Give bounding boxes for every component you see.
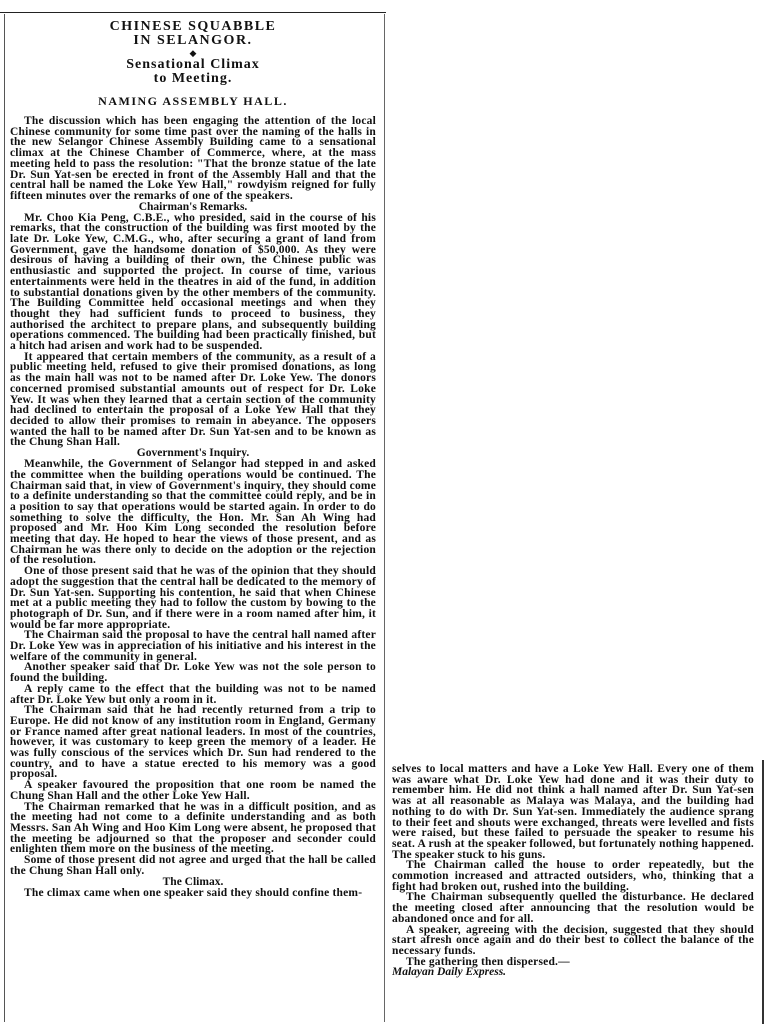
paragraph: A reply came to the effect that the building was not to be named after Dr. Loke Yew but only a room in it. [10, 682, 376, 706]
deck-line-1: Sensational Climax [126, 57, 260, 72]
paragraph-closing: The gathering then dispersed.— [406, 955, 570, 968]
left-column-rule [4, 14, 5, 1022]
subheading-the-climax: The Climax. [162, 875, 224, 888]
paragraph: Meanwhile, the Government of Selangor had stepped in and asked the committee when the building operations would be continued. The Chairman said that, in view of Government's inquiry, they should come to a definite understanding so that the committee could reply, and be in a position to say that operations would be started again. In order to do something to solve the difficulty, the Hon. Mr. San Ah Wing had proposed and Mr. Hoo Kim Long seconded the resolution before meeting that day. He hoped to hear the views of those present, and as Chairman he was there only to decide on the adoption or the rejection of the resolution. [10, 458, 376, 567]
paragraph: The Chairman called the house to order repeatedly, but the commotion increased and attracted outsiders, who, thinking that a fight had broken out, rushed into the building. [392, 859, 754, 893]
deck-line-2: to Meeting. [153, 71, 233, 86]
article-column-1 [10, 20, 376, 1024]
right-edge-rule [762, 760, 764, 1024]
paragraph: The climax came when one speaker said they should confine them- [24, 886, 363, 899]
paragraph: The Chairman remarked that he was in a difficult position, and as the meeting had not come to a definite understanding and as both Messrs. San Ah Wing and Hoo Kim Long were absent, he proposed that the meeting be adjourned so that the proposer and seconder could enlighten them more on the business of the meeting. [10, 800, 376, 856]
headline-line-1: CHINESE SQUABBLE [109, 20, 277, 34]
paragraph: The Chairman said the proposal to have the central hall named after Dr. Loke Yew was in appreciation of his initiative and his interest in the welfare of the community in general. [10, 629, 376, 663]
paragraph: One of those present said that he was of the opinion that they should adopt the suggestion that the central hall be dedicated to the memory of Dr. Sun Yat-sen. Supporting his contention, he said that when Chinese met at a public meeting they had to follow the custom by bowing to the photograph of Dr. Sun, and if there were in a room named after him, it would be far more appropriate. [10, 565, 376, 631]
article-column-2 [392, 764, 754, 1020]
paragraph: The Chairman said that he had recently returned from a trip to Europe. He did not know of any institution room in England, Germany or France named after great national leaders. In most of the countries, however, it was customary to keep green the memory of a leader. He was fully conscious of the services which Dr. Sun had rendered to the country, and to have a statue erected to his memory was a good proposal. [10, 704, 376, 781]
subheading-governments-inquiry: Government's Inquiry. [136, 447, 250, 460]
headline-ornament: ◆ [189, 48, 197, 58]
deck-line-3: NAMING ASSEMBLY HALL. [98, 94, 288, 108]
paragraph: selves to local matters and have a Loke Yew Hall. Every one of them was aware what Dr. Loke Yew had done and it was their duty to remember him. He did not think a hall named after Dr. Sun Yat-sen was at all reasonable as Malaya was Malaya, and the building had nothing to do with Dr. Sun Yat-sen. Immediately the audience sprang to their feet and shouts were exchanged, threats were levelled and fists were raised, but these failed to persuade the speaker to resume his seat. A rush at the speaker followed, but fortunately nothing happened. The speaker stuck to his guns. [392, 764, 754, 861]
paragraph: Another speaker said that Dr. Loke Yew was not the sole person to found the building. [10, 661, 376, 685]
paragraph: A speaker, agreeing with the decision, suggested that they should start afresh once again and do their best to collect the balance of the necessary funds. [392, 923, 754, 957]
top-rule [0, 12, 386, 13]
headline-line-2: IN SELANGOR. [133, 33, 253, 48]
paragraph: It appeared that certain members of the community, as a result of a public meeting held, refused to give their promised donations, as long as the main hall was not to be named after Dr. Loke Yew. The donors concerned promised substantial amounts out of respect for Dr. Loke Yew. It was when they learned that a certain section of the community had declined to entertain the proposal of a Loke Yew Hall that they decided to allow their promises to remain in abeyance. The opposers wanted the hall to be named after Dr. Sun Yat-sen and to be known as the Chung Shan Hall. [10, 350, 376, 449]
paragraph: A speaker favoured the proposition that one room be named the Chung Shan Hall and the other Loke Yew Hall. [10, 779, 376, 802]
paragraph: Mr. Choo Kia Peng, C.B.E., who presided, said in the course of his remarks, that the construction of the building was first mooted by the late Dr. Loke Yew, C.M.G., who, after securing a grant of land from Government, gave the handsome donation of $50,000. As they were desirous of having a building of their own, the Chinese public was enthusiastic and supported the project. In course of time, various entertainments were held in the theatres in aid of the fund, in addition to substantial donations given by the other members of the community. The Building Committee held occasional meetings and when they thought they had sufficient funds to proceed to business, they authorised the architect to prepare plans, and subsequently building operations commenced. The building had been practically finished, but a hitch had arisen and work had to be suspended. [10, 211, 376, 353]
subheading-chairmans-remarks: Chairman's Remarks. [138, 200, 248, 213]
paragraph: The Chairman subsequently quelled the disturbance. He declared the meeting closed after announcing that the resolution would be abandoned once and for all. [392, 891, 754, 925]
paragraph: Some of those present did not agree and urged that the hall be called the Chung Shan Hall only. [10, 854, 376, 877]
column-divider [384, 14, 385, 1022]
source-credit: Malayan Daily Express. [392, 966, 507, 979]
paragraph-intro: The discussion which has been engaging the attention of the local Chinese community for some time past over the naming of the halls in the new Selangor Chinese Assembly Building came to a sensational climax at the Chinese Chamber of Commerce, where, at the mass meeting held to pass the resolution: "That the bronze statue of the late Dr. Sun Yat-sen be erected in front of the Assembly Hall and that the central hall be named the Loke Yew Hall," rowdyism reigned for fully fifteen minutes over the remarks of one of the speakers. [10, 115, 376, 202]
